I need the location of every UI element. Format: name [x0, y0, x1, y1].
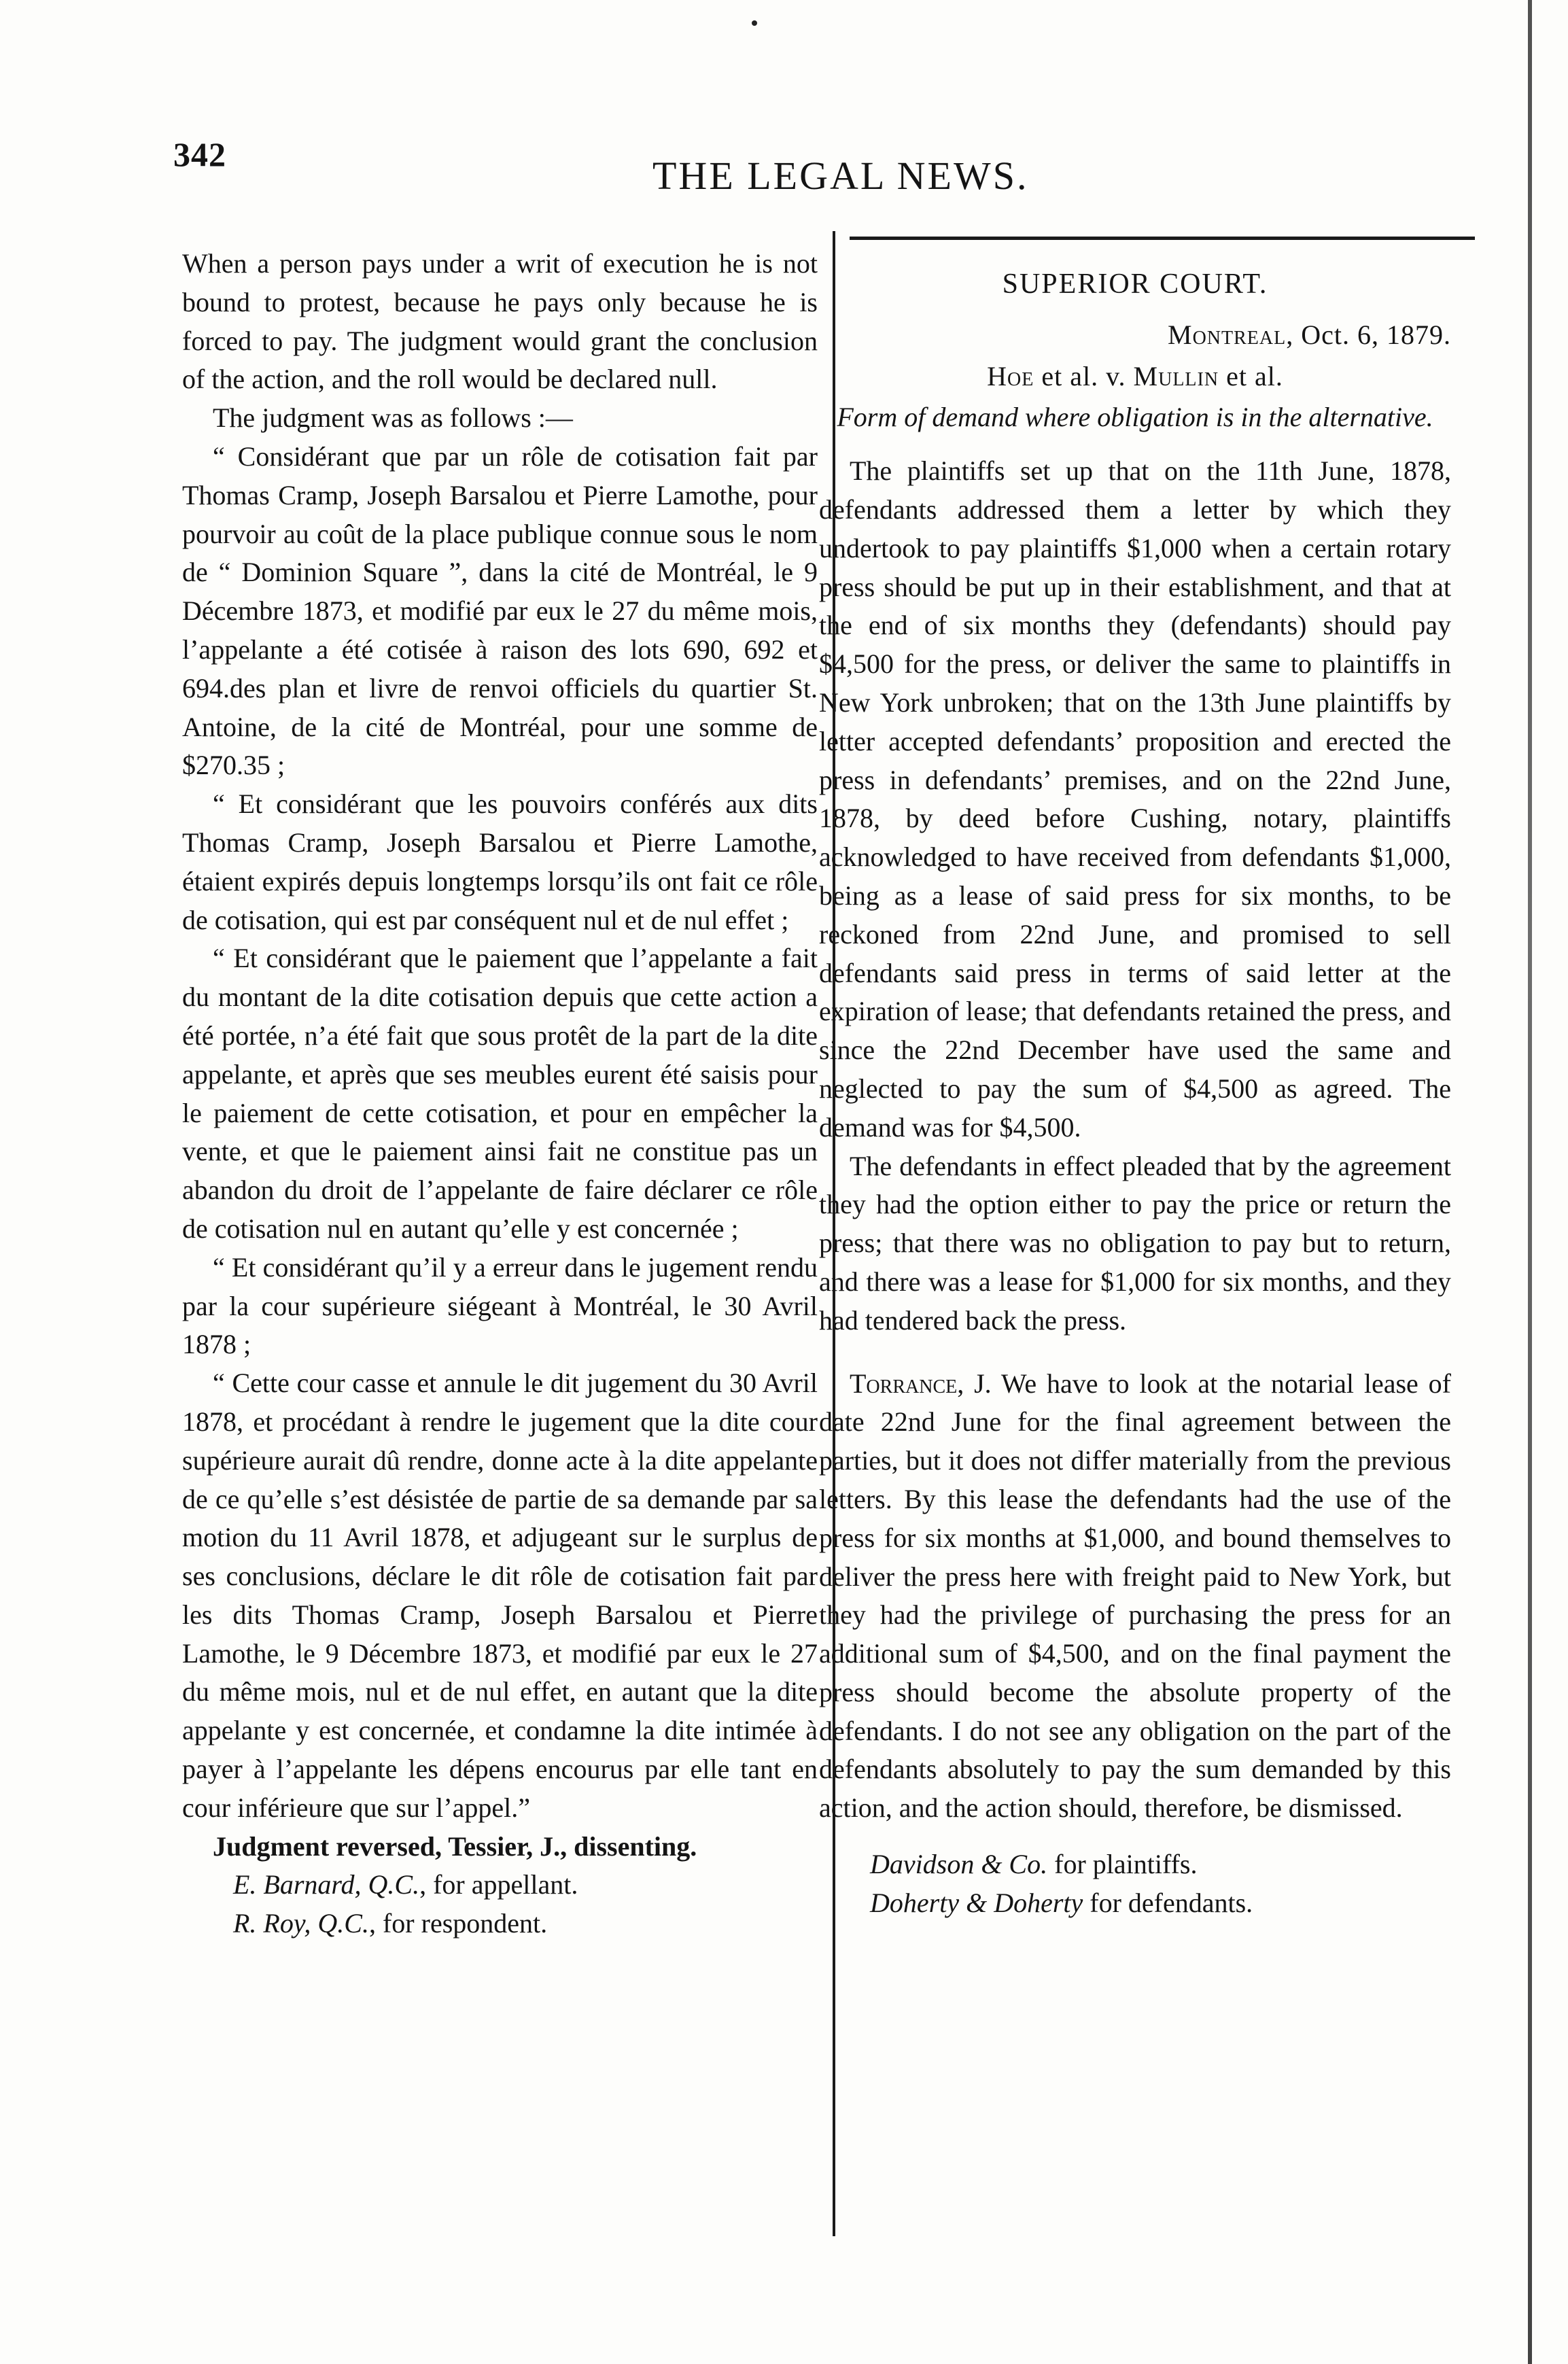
case-title	[819, 358, 1451, 396]
left-paragraph-4: “ Et considérant que les pouvoirs conférés aux dits Thomas Cramp, Joseph Barsalou et Pierre Lamothe, étaient expirés depuis longtemps lorsqu’ils ont fait ce rôle de cotisation, qui est par conséquent nul et de nul effet ;	[182, 788, 818, 935]
right-paragraph-1: The plaintiffs set up that on the 11th June, 1878, defendants addressed them a letter by which they undertook to pay plaintiffs $1,000 when a certain rotary press should be put up in their establishment, and that at the end of six months they (defendants) should pay $4,500 for the press, or deliver the same to plaintiffs in New York unbroken; that on the 13th June plaintiffs by letter accepted defendants’ proposition and erected the press in defendants’ premises, and on the 22nd June, 1878, by deed before Cushing, notary, plaintiffs acknowledged to have received from defendants $1,000, being as a lease of said press for six months, to be reckoned from 22nd June, and promised to sell defendants said press in terms of said letter at the expiration of lease; that defendants retained the press, and since the 22nd December have used the same and neglected to pay the sum of $4,500 as agreed. The demand was for $4,500.	[819, 455, 1451, 1143]
counsel-role: for defendants.	[1083, 1887, 1253, 1918]
left-paragraph-5: “ Et considérant que le paiement que l’appelante a fait du montant de la dite cotisation depuis que cette action a été portée, n’a été fait que sous protêt de la part de la dite appelante, et après que ses meubles eurent été saisis pour le paiement de cette cotisation, et pour en empêcher la vente, et que le paiement ainsi fait ne constitue pas un abandon du droit de l’appelante de faire déclarer ce rôle de cotisation nul en autant qu’elle y est concernée ;	[182, 943, 818, 1244]
left-paragraph-6: “ Et considérant qu’il y a erreur dans le jugement rendu par la cour supérieure siégeant à Montréal, le 30 Avril 1878 ;	[182, 1251, 818, 1360]
case-end: et al.	[1219, 360, 1283, 392]
counsel-plaintiffs	[819, 1845, 1451, 1884]
counsel-appellant	[182, 1866, 818, 1905]
page-edge-shadow	[1528, 0, 1532, 2364]
counsel-role: , for appellant.	[419, 1869, 578, 1900]
judge-name: Torrance,	[850, 1368, 964, 1399]
right-column	[819, 258, 1451, 1923]
page-number: 342	[173, 135, 226, 173]
counsel-name: E. Barnard, Q.C.	[233, 1869, 420, 1900]
left-paragraph-7: “ Cette cour casse et annule le dit jugement du 30 Avril 1878, et procédant à rendre le jugement que la dite cour supérieure aurait dû rendre, donne acte à la dite appelante de ce qu’elle s’est désistée de partie de sa demande par sa motion du 11 Avril 1878, et adjugeant sur le surplus de ses conclusions, déclare le dit rôle de cotisation fait par les dits Thomas Cramp, Joseph Barsalou et Pierre Lamothe, le 9 Décembre 1873, et modifié par eux le 27 du même mois, nul et de nul effet, en autant que la dite appelante y est concernée, et condamne la dite intimée à payer à l’appelante les dépens encourus par elle tant en cour inférieure que sur l’appel.”	[182, 1368, 818, 1823]
header-rule	[850, 237, 1475, 240]
opinion-text: J. We have to look at the notarial lease of date 22nd June for the final agreement between the parties, but it does not differ materially from the previous letters. By this lease the defendants had the use of the press for six months at $1,000, and bound themselves to deliver the press here with freight paid to New York, but they had the privilege of purchasing the press for an additional sum of $4,500, and on the final payment the press should become the absolute property of the defendants. I do not see any obligation on the part of the defendants absolutely to pay the sum demanded by this action, and the action should, therefore, be dismissed.	[819, 1368, 1451, 1824]
print-speck	[752, 20, 757, 26]
left-paragraph-1: When a person pays under a writ of execution he is not bound to protest, because he pays only because he is forced to pay. The judgment would grant the conclusion of the action, and the roll would be declared null.	[182, 248, 818, 395]
left-paragraph-3: “ Considérant que par un rôle de cotisation fait par Thomas Cramp, Joseph Barsalou et Pierre Lamothe, pour pourvoir au coût de la place publique connue sous le nom de “ Dominion Square ”, dans la cité de Montréal, le 9 Décembre 1873, et modifié par eux le 27 du même mois, l’appelante a été cotisée à raison des lots 690, 692 et 694.des plan et livre de renvoi officiels du quartier St. Antoine, de la cité de Montréal, pour une somme de $270.35 ;	[182, 440, 818, 781]
left-column	[182, 245, 818, 1943]
counsel-respondent	[182, 1905, 818, 1943]
case-mid: et al. v.	[1034, 360, 1134, 392]
counsel-name: Davidson & Co.	[870, 1849, 1048, 1880]
case-plaintiff: Hoe	[987, 360, 1034, 392]
headnote: Form of demand where obligation is in the alternative.	[837, 402, 1433, 433]
counsel-defendants	[819, 1884, 1451, 1923]
case-defendant: Mullin	[1133, 360, 1219, 392]
counsel-name: Doherty & Doherty	[870, 1887, 1083, 1918]
counsel-role: , for respondent.	[368, 1908, 548, 1939]
counsel-role: for plaintiffs.	[1047, 1849, 1198, 1880]
dateline-place: Montreal,	[1168, 319, 1294, 350]
judgment-result: Judgment reversed, Tessier, J., dissenting.	[213, 1830, 697, 1862]
court-heading: SUPERIOR COURT.	[1002, 268, 1268, 300]
dateline	[819, 316, 1451, 355]
counsel-name: R. Roy, Q.C.	[233, 1908, 369, 1939]
dateline-date: Oct. 6, 1879.	[1301, 319, 1451, 350]
section-gap	[819, 1340, 1451, 1365]
opinion-paragraph	[819, 1365, 1451, 1828]
right-paragraph-2: The defendants in effect pleaded that by the agreement they had the option either to pay the price or return the press; that there was no obligation to pay but to return, and there was a lease for $1,000 for six months, and they had tendered back the press.	[819, 1150, 1451, 1336]
left-paragraph-2: The judgment was as follows :—	[213, 402, 573, 434]
running-head: THE LEGAL NEWS.	[652, 154, 1029, 198]
